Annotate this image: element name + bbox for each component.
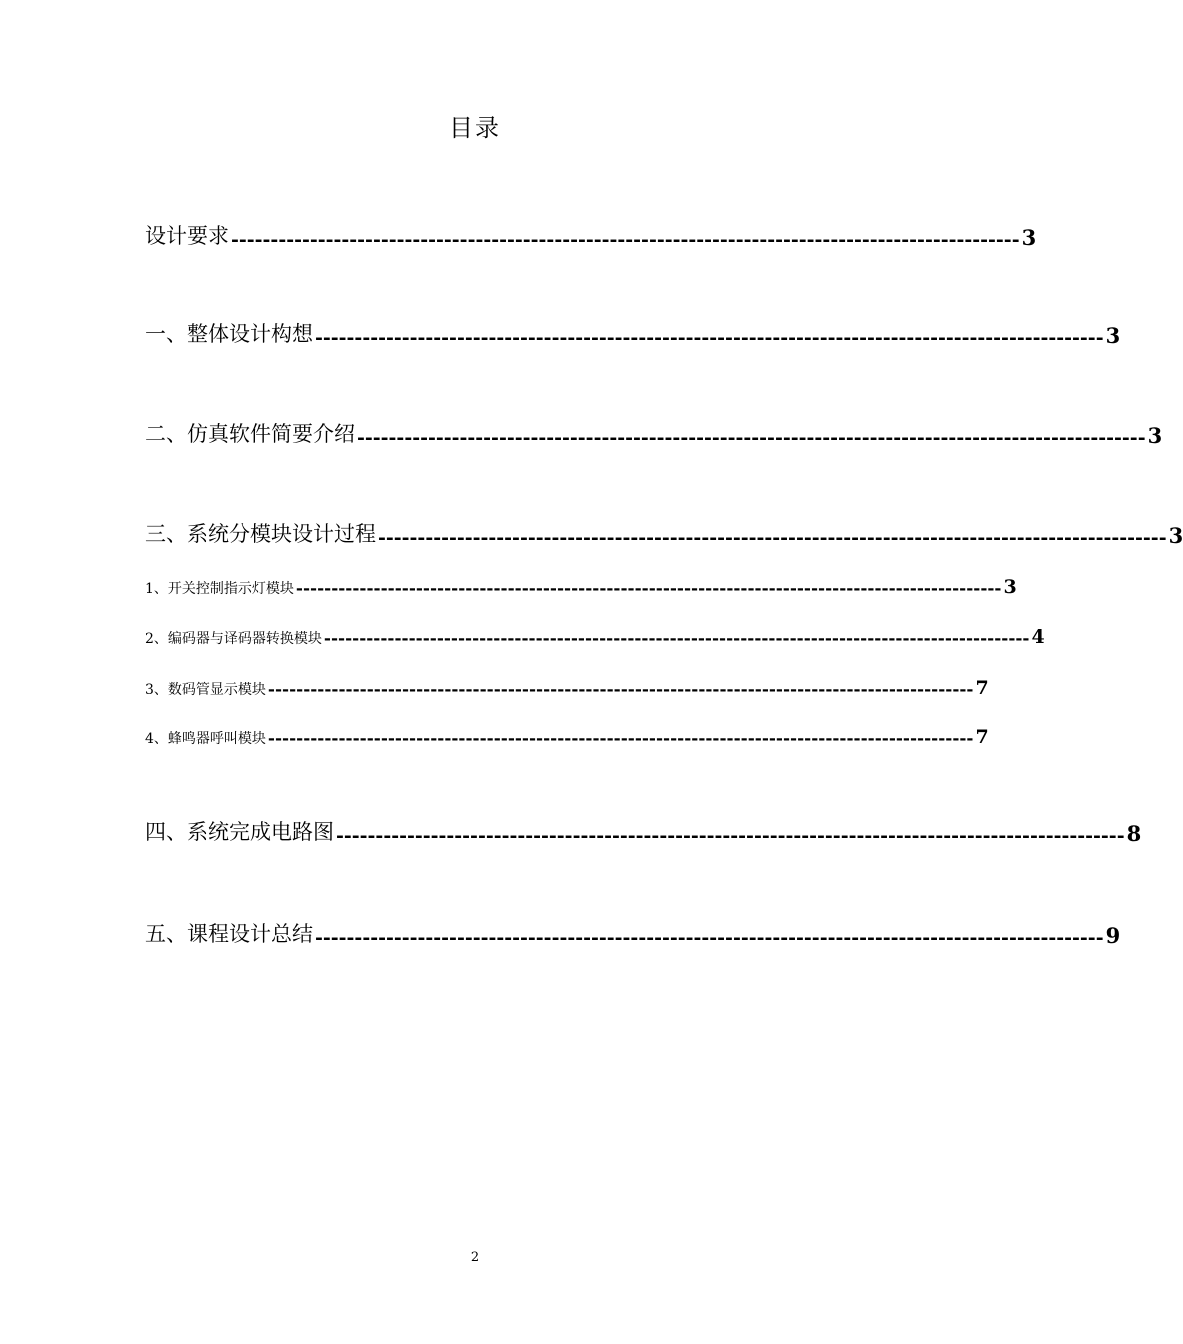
toc-entry-page: 9 <box>1105 923 1121 948</box>
toc-entry-page: 7 <box>975 726 989 748</box>
toc-entry-page: 3 <box>1021 225 1037 250</box>
toc-entry-label: 3、数码管显示模块 <box>145 682 266 698</box>
toc-entry[interactable] <box>145 576 1017 599</box>
toc-leader: ---------------------------------------------------------------------------------------------------- <box>295 579 1002 599</box>
page-number: 2 <box>470 1250 480 1265</box>
toc-entry[interactable] <box>145 726 989 749</box>
toc-leader: ---------------------------------------------------------------------------------------------------- <box>267 680 974 700</box>
toc-entry-label: 四、系统完成电路图 <box>145 820 334 844</box>
page-title: 目录 <box>449 114 501 142</box>
toc-entry[interactable] <box>145 318 1121 349</box>
toc-entry-page: 7 <box>975 677 989 699</box>
toc-leader: ---------------------------------------------------------------------------------------------------- <box>378 527 1167 549</box>
toc-entry-label: 一、整体设计构想 <box>145 322 313 346</box>
toc-leader: ---------------------------------------------------------------------------------------------------- <box>231 229 1020 251</box>
toc-entry-page: 3 <box>1147 423 1163 448</box>
toc-entry-label: 1、开关控制指示灯模块 <box>145 581 294 597</box>
toc-leader: ---------------------------------------------------------------------------------------------------- <box>315 327 1104 349</box>
toc-entry-page: 3 <box>1168 523 1183 548</box>
toc-entry-label: 4、蜂鸣器呼叫模块 <box>145 731 266 747</box>
toc-entry-label: 三、系统分模块设计过程 <box>145 522 376 546</box>
toc-entry[interactable] <box>145 918 1121 949</box>
toc-entry-label: 2、编码器与译码器转换模块 <box>145 631 322 647</box>
toc-entry-page: 3 <box>1105 323 1121 348</box>
toc-entry-page: 8 <box>1126 821 1142 846</box>
toc-leader: ---------------------------------------------------------------------------------------------------- <box>336 825 1125 847</box>
toc-entry-label: 二、仿真软件简要介绍 <box>145 422 355 446</box>
toc-entry-label: 五、课程设计总结 <box>145 922 313 946</box>
toc-entry-page: 3 <box>1003 576 1017 598</box>
toc-entry[interactable] <box>145 518 1183 549</box>
toc-entry[interactable] <box>145 220 1037 251</box>
toc-entry-label: 设计要求 <box>145 224 229 248</box>
toc-leader: ---------------------------------------------------------------------------------------------------- <box>323 629 1030 649</box>
toc-leader: ---------------------------------------------------------------------------------------------------- <box>267 729 974 749</box>
toc-entry[interactable] <box>145 677 989 700</box>
toc-entry[interactable] <box>145 418 1163 449</box>
toc-leader: ---------------------------------------------------------------------------------------------------- <box>315 927 1104 949</box>
toc-entry-page: 4 <box>1031 626 1045 648</box>
toc-leader: ---------------------------------------------------------------------------------------------------- <box>357 427 1146 449</box>
toc-entry[interactable] <box>145 626 1045 649</box>
toc-entry[interactable] <box>145 816 1142 847</box>
